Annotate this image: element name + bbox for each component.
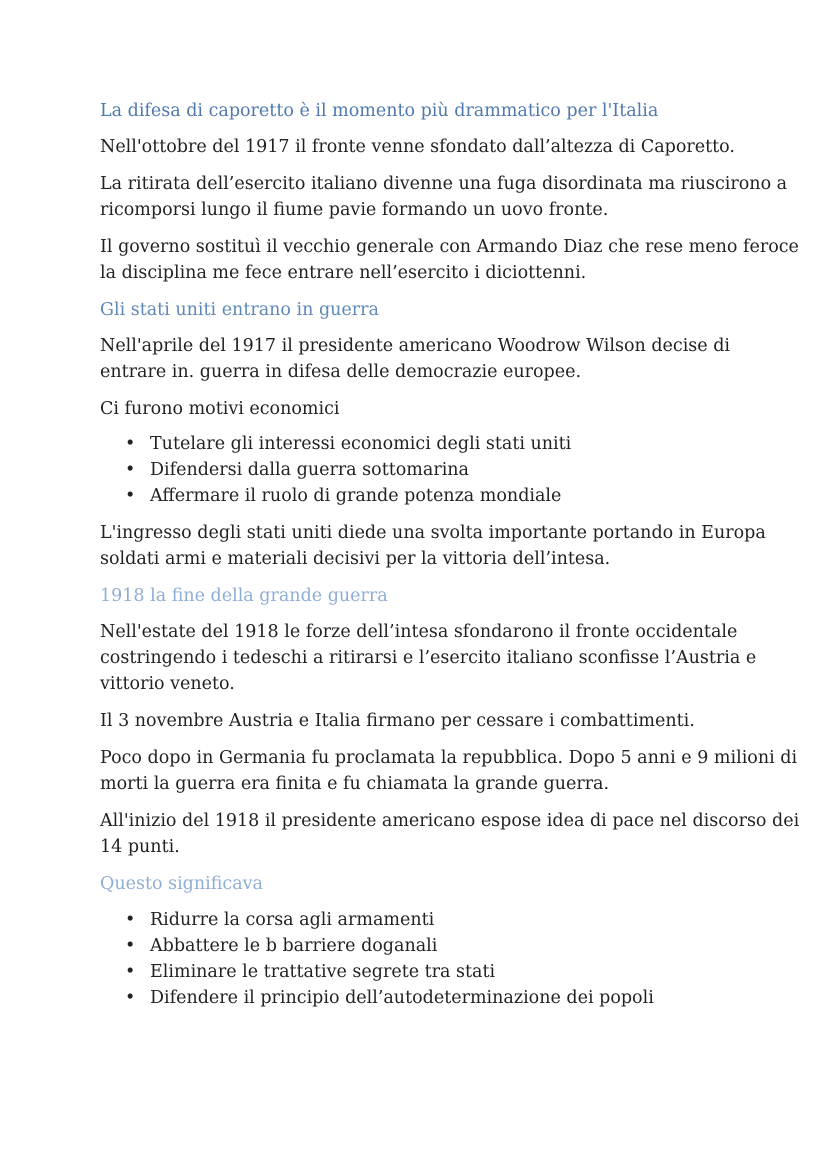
paragraph: Nell'ottobre del 1917 il fronte venne sfondato dall’altezza di Caporetto. [100,137,735,157]
list-item [100,985,800,1011]
bullet-list-motivi [100,431,800,509]
bullet-icon: • [125,936,136,956]
paragraph: Nell'estate del 1918 le forze dell’intesa sfondarono il fronte occidentale costringendo i tedeschi a ritirarsi e l’esercito italiano sconfisse l’Austria e vittorio veneto. [100,622,757,694]
list-item [100,907,800,933]
heading-questo-significava: Questo significava [100,874,263,894]
list-item [100,431,800,457]
heading-caporetto: La difesa di caporetto è il momento più drammatico per l'Italia [100,101,659,121]
paragraph: La ritirata dell’esercito italiano divenne una fuga disordinata ma riuscirono a ricomporsi lungo il fiume pavie formando un uovo fronte. [100,174,788,220]
paragraph: Il 3 novembre Austria e Italia firmano per cessare i combattimenti. [100,711,695,731]
bullet-icon: • [125,486,136,506]
list-item-text: Difendersi dalla guerra sottomarina [150,460,469,480]
bullet-list-significato [100,907,800,1011]
heading-stati-uniti: Gli stati uniti entrano in guerra [100,300,379,320]
bullet-icon: • [125,910,136,930]
bullet-icon: • [125,988,136,1008]
heading-fine-guerra: 1918 la fine della grande guerra [100,586,388,606]
bullet-icon: • [125,460,136,480]
bullet-icon: • [125,962,136,982]
list-item [100,483,800,509]
list-item [100,933,800,959]
list-item-text: Abbattere le b barriere doganali [150,936,438,956]
paragraph: Poco dopo in Germania fu proclamata la repubblica. Dopo 5 anni e 9 milioni di morti la guerra era finita e fu chiamata la grande guerra. [100,748,798,794]
paragraph: Ci furono motivi economici [100,399,340,419]
paragraph: Nell'aprile del 1917 il presidente americano Woodrow Wilson decise di entrare in. guerra in difesa delle democrazie europee. [100,336,730,382]
list-item-text: Eliminare le trattative segrete tra stati [150,962,496,982]
list-item [100,959,800,985]
paragraph: Il governo sostituì il vecchio generale con Armando Diaz che rese meno feroce la disciplina me fece entrare nell’esercito i diciottenni. [100,237,799,283]
document-page [100,98,800,1022]
paragraph: All'inizio del 1918 il presidente americano espose idea di pace nel discorso dei 14 punti. [100,811,800,857]
paragraph: L'ingresso degli stati uniti diede una svolta importante portando in Europa soldati armi e materiali decisivi per la vittoria dell’intesa. [100,523,766,569]
list-item-text: Affermare il ruolo di grande potenza mondiale [150,486,562,506]
list-item-text: Tutelare gli interessi economici degli stati uniti [150,434,572,454]
list-item-text: Ridurre la corsa agli armamenti [150,910,435,930]
bullet-icon: • [125,434,136,454]
list-item-text: Difendere il principio dell’autodeterminazione dei popoli [150,988,654,1008]
list-item [100,457,800,483]
